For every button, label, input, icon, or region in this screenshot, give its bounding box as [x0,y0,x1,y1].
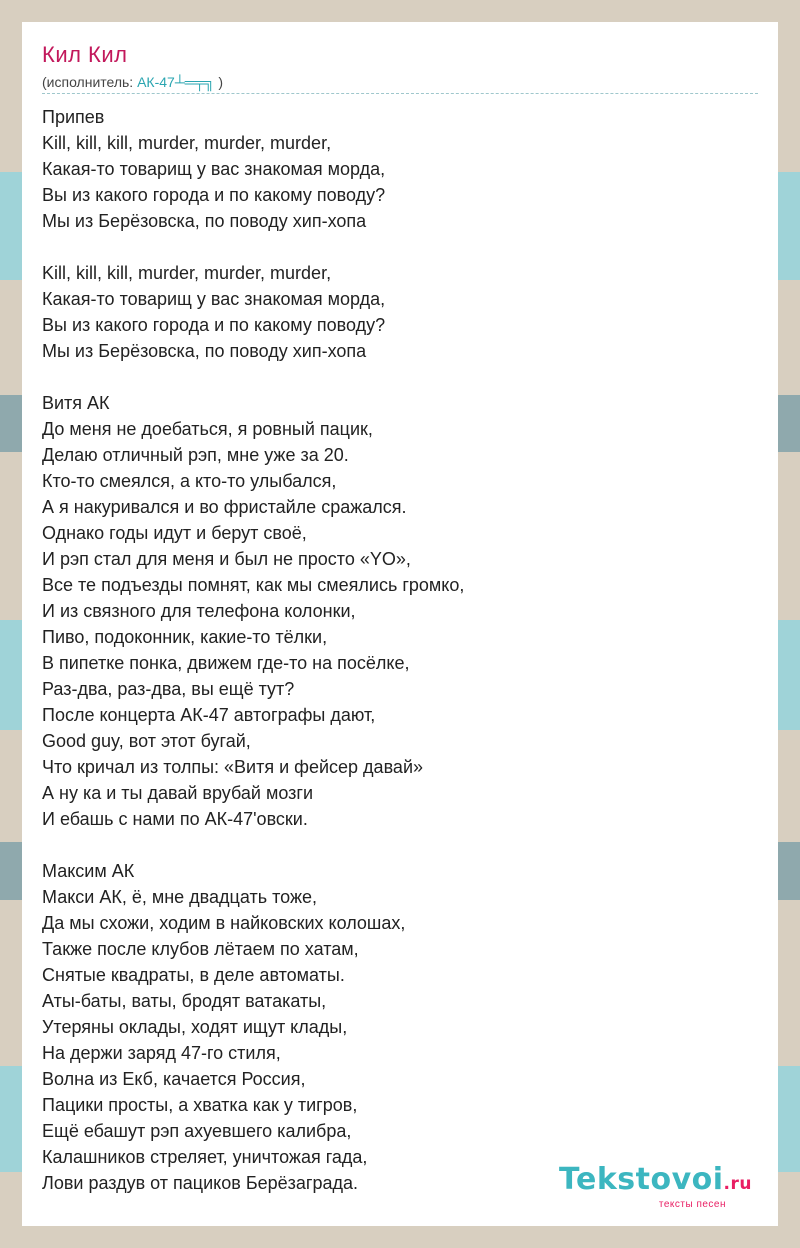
lyrics-line: Макси АК, ё, мне двадцать тоже, [42,887,318,907]
lyrics-line: Утеряны оклады, ходят ищут клады, [42,1017,348,1037]
lyrics-line: Да мы схожи, ходим в найковских колошах, [42,913,406,933]
logo-name: Tekstovoi [559,1162,724,1197]
lyrics-line: Мы из Берёзовска, по поводу хип-хопа [42,341,367,361]
lyrics-line: Витя АК [42,393,110,413]
lyrics-line: Волна из Екб, качается Россия, [42,1069,306,1089]
lyrics-line: Вы из какого города и по какому поводу? [42,185,386,205]
lyrics-line: Снятые квадраты, в деле автоматы. [42,965,345,985]
lyrics-line: А ну ка и ты давай врубай мозги [42,783,314,803]
lyrics-line: Также после клубов лётаем по хатам, [42,939,359,959]
artist-prefix: (исполнитель: [42,74,138,90]
lyrics-line: Мы из Берёзовска, по поводу хип-хопа [42,211,367,231]
lyrics-line: Kill, kill, kill, murder, murder, murder, [42,133,332,153]
lyrics-line: Вы из какого города и по какому поводу? [42,315,386,335]
title-divider [42,93,758,94]
lyrics-line: Ещё ебашут рэп ахуевшего калибра, [42,1121,352,1141]
logo-tagline: тексты песен [658,1199,726,1210]
lyrics-card [22,22,778,1226]
song-title: Кил Кил [42,42,128,67]
lyrics-line: Максим АК [42,861,135,881]
lyrics-line: Делаю отличный рэп, мне уже за 20. [42,445,349,465]
lyrics-line: На держи заряд 47-го стиля, [42,1043,281,1063]
lyrics-line: После концерта АК-47 автографы дают, [42,705,376,725]
artist-link[interactable]: АК-47┴═╤╗ [137,74,215,90]
lyrics-line: Пиво, подоконник, какие-то тёлки, [42,627,328,647]
artist-line [42,74,223,90]
lyrics-line: И рэп стал для меня и был не просто «YO», [42,549,411,569]
artist-suffix: ) [214,74,224,90]
lyrics-line: Good guy, вот этот бугай, [42,731,251,751]
lyrics-line: Кто-то смеялся, а кто-то улыбался, [42,471,337,491]
logo-tld: .ru [723,1174,752,1194]
lyrics-line: Какая-то товарищ у вас знакомая морда, [42,289,386,309]
site-logo[interactable] [559,1162,752,1210]
lyrics-line: До меня не доебаться, я ровный пацик, [42,419,373,439]
lyrics-line: Какая-то товарищ у вас знакомая морда, [42,159,386,179]
lyrics-text [42,104,464,1196]
lyrics-line: Аты-баты, ваты, бродят ватакаты, [42,991,327,1011]
lyrics-line: А я накуривался и во фристайле сражался. [42,497,407,517]
lyrics-line: И из связного для телефона колонки, [42,601,356,621]
lyrics-line: Припев [42,107,105,127]
lyrics-line: Лови раздув от пациков Берёзаграда. [42,1173,359,1193]
lyrics-line: Все те подъезды помнят, как мы смеялись громко, [42,575,465,595]
lyrics-line: Kill, kill, kill, murder, murder, murder, [42,263,332,283]
lyrics-line: Раз-два, раз-два, вы ещё тут? [42,679,295,699]
lyrics-line: В пипетке понка, движем где-то на посёлке, [42,653,410,673]
lyrics-line: И ебашь с нами по АК-47'овски. [42,809,308,829]
lyrics-line: Что кричал из толпы: «Витя и фейсер давай» [42,757,424,777]
lyrics-line: Калашников стреляет, уничтожая гада, [42,1147,368,1167]
lyrics-line: Однако годы идут и берут своё, [42,523,307,543]
lyrics-line: Пацики просты, а хватка как у тигров, [42,1095,358,1115]
